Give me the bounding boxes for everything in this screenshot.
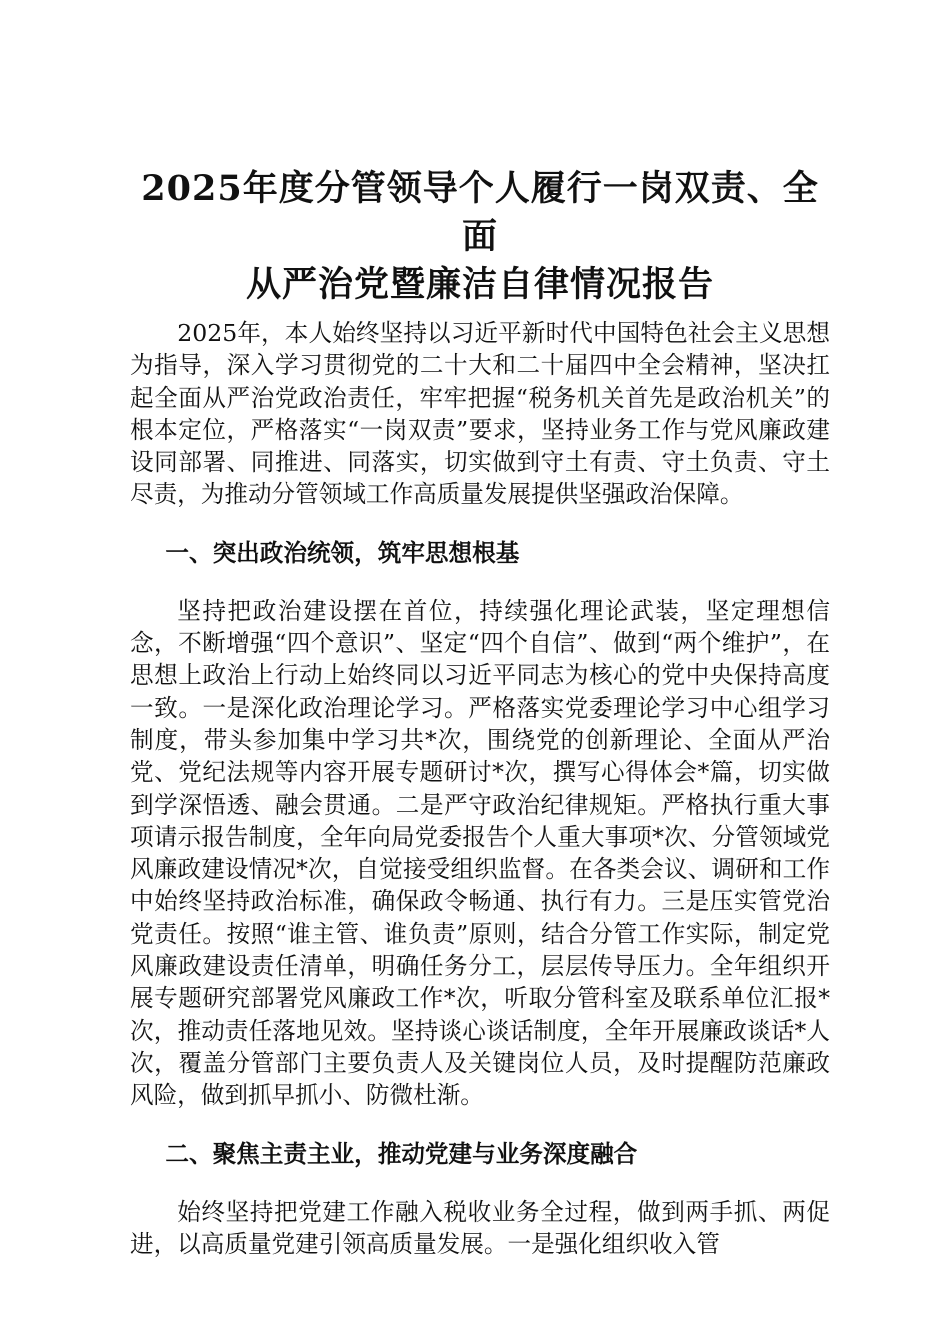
document-page	[130, 165, 830, 1260]
section-2-heading: 二、聚焦主责主业，推动党建与业务深度融合	[165, 1139, 638, 1168]
intro-paragraph: 2025年，本人始终坚持以习近平新时代中国特色社会主义思想为指导，深入学习贯彻党的二十大和二十届四中全会精神，坚决扛起全面从严治党政治责任，牢牢把握“税务机关首先是政治机关”的根本定位，严格落实“一岗双责”要求，坚持业务工作与党风廉政建设同部署、同推进、同落实，切实做到守土有责、守土负责、守土尽责，为推动分管领域工作高质量发展提供坚强政治保障。	[130, 319, 830, 509]
section-1-heading: 一、突出政治统领，筑牢思想根基	[165, 538, 520, 567]
title-line-1: 2025年度分管领导个人履行一岗双责、全面	[141, 168, 819, 257]
section-1-body: 坚持把政治建设摆在首位，持续强化理论武装，坚定理想信念，不断增强“四个意识”、坚定“四个自信”、做到“两个维护”，在思想上政治上行动上始终同以习近平同志为核心的党中央保持高度一致。一是深化政治理论学习。严格落实党委理论学习中心组学习制度，带头参加集中学习共*次，围绕党的创新理论、全面从严治党、党纪法规等内容开展专题研讨*次，撰写心得体会*篇，切实做到学深悟透、融会贯通。二是严守政治纪律规矩。严格执行重大事项请示报告制度，全年向局党委报告个人重大事项*次、分管领域党风廉政建设情况*次，自觉接受组织监督。在各类会议、调研和工作中始终坚持政治标准，确保政令畅通、执行有力。三是压实管党治党责任。按照“谁主管、谁负责”原则，结合分管工作实际，制定党风廉政建设责任清单，明确任务分工，层层传导压力。全年组织开展专题研究部署党风廉政工作*次，听取分管科室及联系单位汇报*次，推动责任落地见效。坚持谈心谈话制度，全年开展廉政谈话*人次，覆盖分管部门主要负责人及关键岗位人员，及时提醒防范廉政风险，做到抓早抓小、防微杜渐。	[130, 596, 830, 1110]
section-2-body: 始终坚持把党建工作融入税收业务全过程，做到两手抓、两促进，以高质量党建引领高质量发展。一是强化组织收入管	[130, 1197, 830, 1258]
document-title	[130, 165, 830, 309]
title-line-2: 从严治党暨廉洁自律情况报告	[245, 264, 714, 305]
